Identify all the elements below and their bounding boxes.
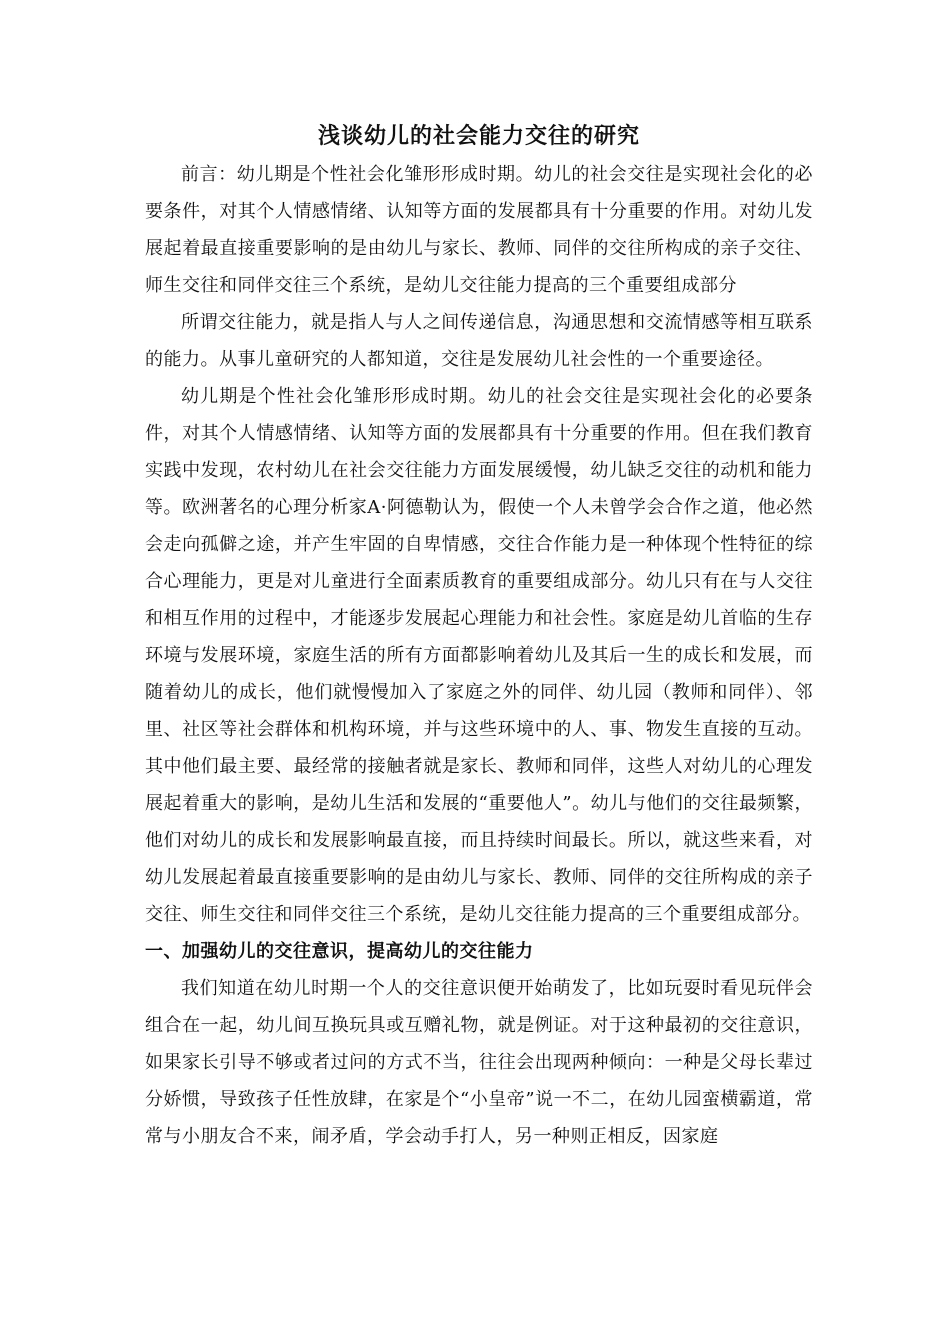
document-title: 浅谈幼儿的社会能力交往的研究 (317, 123, 640, 149)
paragraph-background: 幼儿期是个性社会化雏形形成时期。幼儿的社会交往是实现社会化的必要条件，对其个人情感情绪、认知等方面的发展都具有十分重要的作用。但在我们教育实践中发现，农村幼儿在社会交往能力方面发展缓慢，幼儿缺乏交往的动机和能力等。欧洲著名的心理分析家A·阿德勒认为，假使一个人未曾学会合作之道，他必然会走向孤僻之途，并产生牢固的自卑情感，交往合作能力是一种体现个性特征的综合心理能力，更是对儿童进行全面素质教育的重要组成部分。幼儿只有在与人交往和相互作用的过程中，才能逐步发展起心理能力和社会性。家庭是幼儿首临的生存环境与发展环境，家庭生活的所有方面都影响着幼儿及其后一生的成长和发展，而随着幼儿的成长，他们就慢慢加入了家庭之外的同伴、幼儿园（教师和同伴）、邻里、社区等社会群体和机构环境，并与这些环境中的人、事、物发生直接的互动。其中他们最主要、最经常的接触者就是家长、教师和同伴，这些人对幼儿的心理发展起着重大的影响，是幼儿生活和发展的“重要他人”。幼儿与他们的交往最频繁，他们对幼儿的成长和发展影响最直接，而且持续时间最长。所以，就这些来看，对幼儿发展起着最直接重要影响的是由幼儿与家长、教师、同伴的交往所构成的亲子交往、师生交往和同伴交往三个系统，是幼儿交往能力提高的三个重要组成部分。 (145, 386, 813, 925)
document-page (145, 118, 813, 1155)
paragraph-preface: 前言：幼儿期是个性社会化雏形形成时期。幼儿的社会交往是实现社会化的必要条件，对其个人情感情绪、认知等方面的发展都具有十分重要的作用。对幼儿发展起着最直接重要影响的是由幼儿与家长、教师、同伴的交往所构成的亲子交往、师生交往和同伴交往三个系统，是幼儿交往能力提高的三个重要组成部分 (145, 164, 813, 296)
paragraph-definition: 所谓交往能力，就是指人与人之间传递信息，沟通思想和交流情感等相互联系的能力。从事儿童研究的人都知道，交往是发展幼儿社会性的一个重要途径。 (145, 312, 813, 370)
paragraph-section-one: 我们知道在幼儿时期一个人的交往意识便开始萌发了，比如玩耍时看见玩伴会组合在一起，幼儿间互换玩具或互赠礼物，就是例证。对于这种最初的交往意识，如果家长引导不够或者过问的方式不当，往往会出现两种倾向：一种是父母长辈过分娇惯，导致孩子任性放肆，在家是个“小皇帝”说一不二，在幼儿园蛮横霸道，常常与小朋友合不来，闹矛盾，学会动手打人，另一种则正相反，因家庭 (145, 978, 813, 1147)
section-heading: 一、加强幼儿的交往意识，提高幼儿的交往能力 (145, 941, 534, 962)
